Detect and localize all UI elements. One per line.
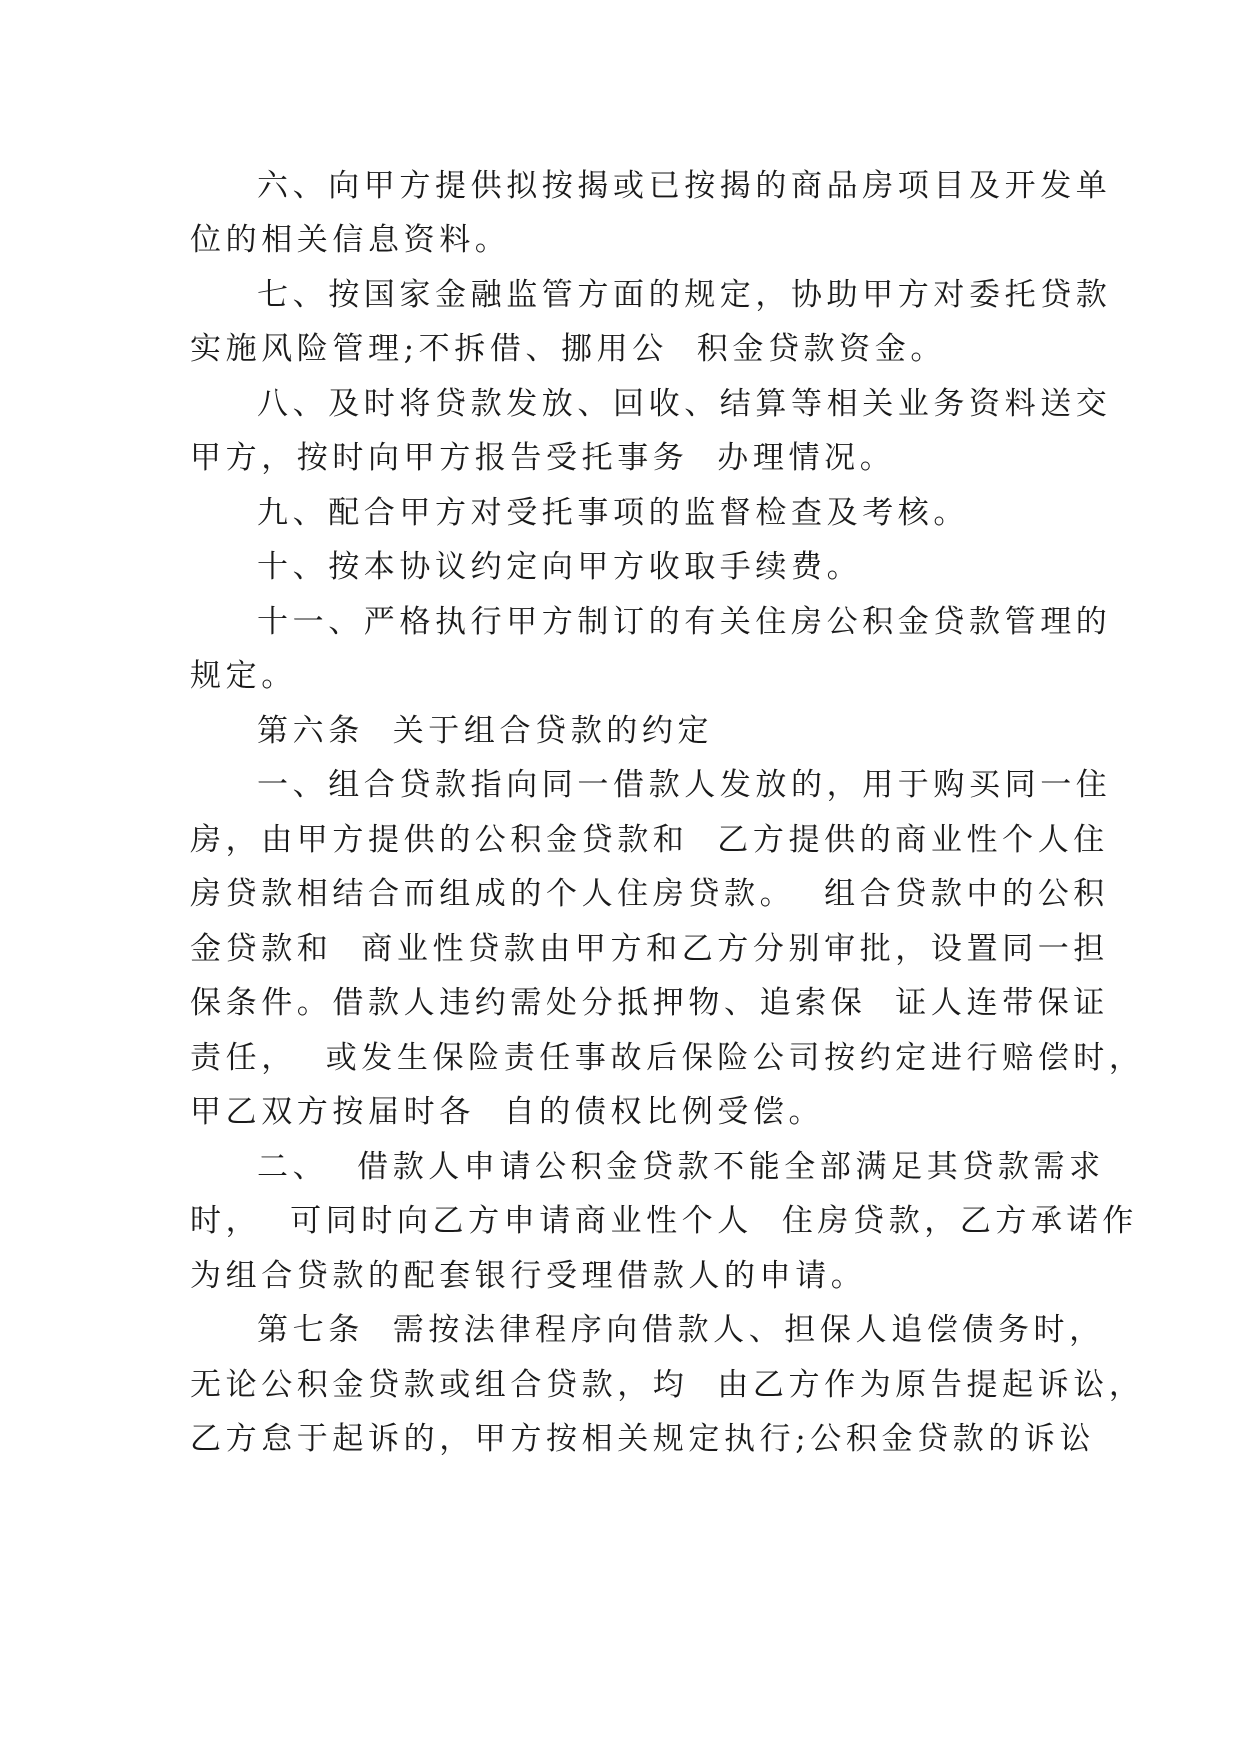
- text-line: 八、及时将贷款发放、回收、结算等相关业务资料送交: [257, 386, 1112, 422]
- section-heading: 第六条 关于组合贷款的约定: [257, 713, 714, 749]
- text-line: 七、按国家金融监管方面的规定，协助甲方对委托贷款: [257, 277, 1112, 313]
- section-heading: 第七条 需按法律程序向借款人、担保人追偿债务时，: [257, 1312, 1105, 1348]
- text-line: 时， 可同时向乙方申请商业性个人 住房贷款，乙方承诺作: [190, 1203, 1138, 1239]
- text-line: 金贷款和 商业性贷款由甲方和乙方分别审批，设置同一担: [190, 931, 1109, 967]
- text-line: 责任， 或发生保险责任事故后保险公司按约定进行赔偿时，: [190, 1040, 1145, 1076]
- text-line: 十一、严格执行甲方制订的有关住房公积金贷款管理的: [257, 604, 1112, 640]
- text-line: 实施风险管理;不拆借、挪用公 积金贷款资金。: [190, 331, 946, 367]
- text-line: 保条件。借款人违约需处分抵押物、追索保 证人连带保证: [190, 985, 1109, 1021]
- text-line: 一、组合贷款指向同一借款人发放的，用于购买同一住: [257, 767, 1112, 803]
- text-line: 六、向甲方提供拟按揭或已按揭的商品房项目及开发单: [257, 168, 1112, 204]
- text-line: 为组合贷款的配套银行受理借款人的申请。: [190, 1258, 867, 1294]
- text-line: 十、按本协议约定向甲方收取手续费。: [257, 549, 863, 585]
- text-line: 房，由甲方提供的公积金贷款和 乙方提供的商业性个人住: [190, 822, 1109, 858]
- text-line: 乙方怠于起诉的，甲方按相关规定执行;公积金贷款的诉讼: [190, 1421, 1096, 1457]
- text-line: 规定。: [190, 658, 297, 694]
- text-line: 二、 借款人申请公积金贷款不能全部满足其贷款需求: [257, 1149, 1105, 1185]
- text-line: 无论公积金贷款或组合贷款，均 由乙方作为原告提起诉讼，: [190, 1367, 1145, 1403]
- text-line: 房贷款相结合而组成的个人住房贷款。 组合贷款中的公积: [190, 876, 1109, 912]
- text-line: 位的相关信息资料。: [190, 222, 511, 258]
- text-line: 九、配合甲方对受托事项的监督检查及考核。: [257, 495, 969, 531]
- text-line: 甲乙双方按届时各 自的债权比例受偿。: [190, 1094, 825, 1130]
- text-line: 甲方，按时向甲方报告受托事务 办理情况。: [190, 440, 896, 476]
